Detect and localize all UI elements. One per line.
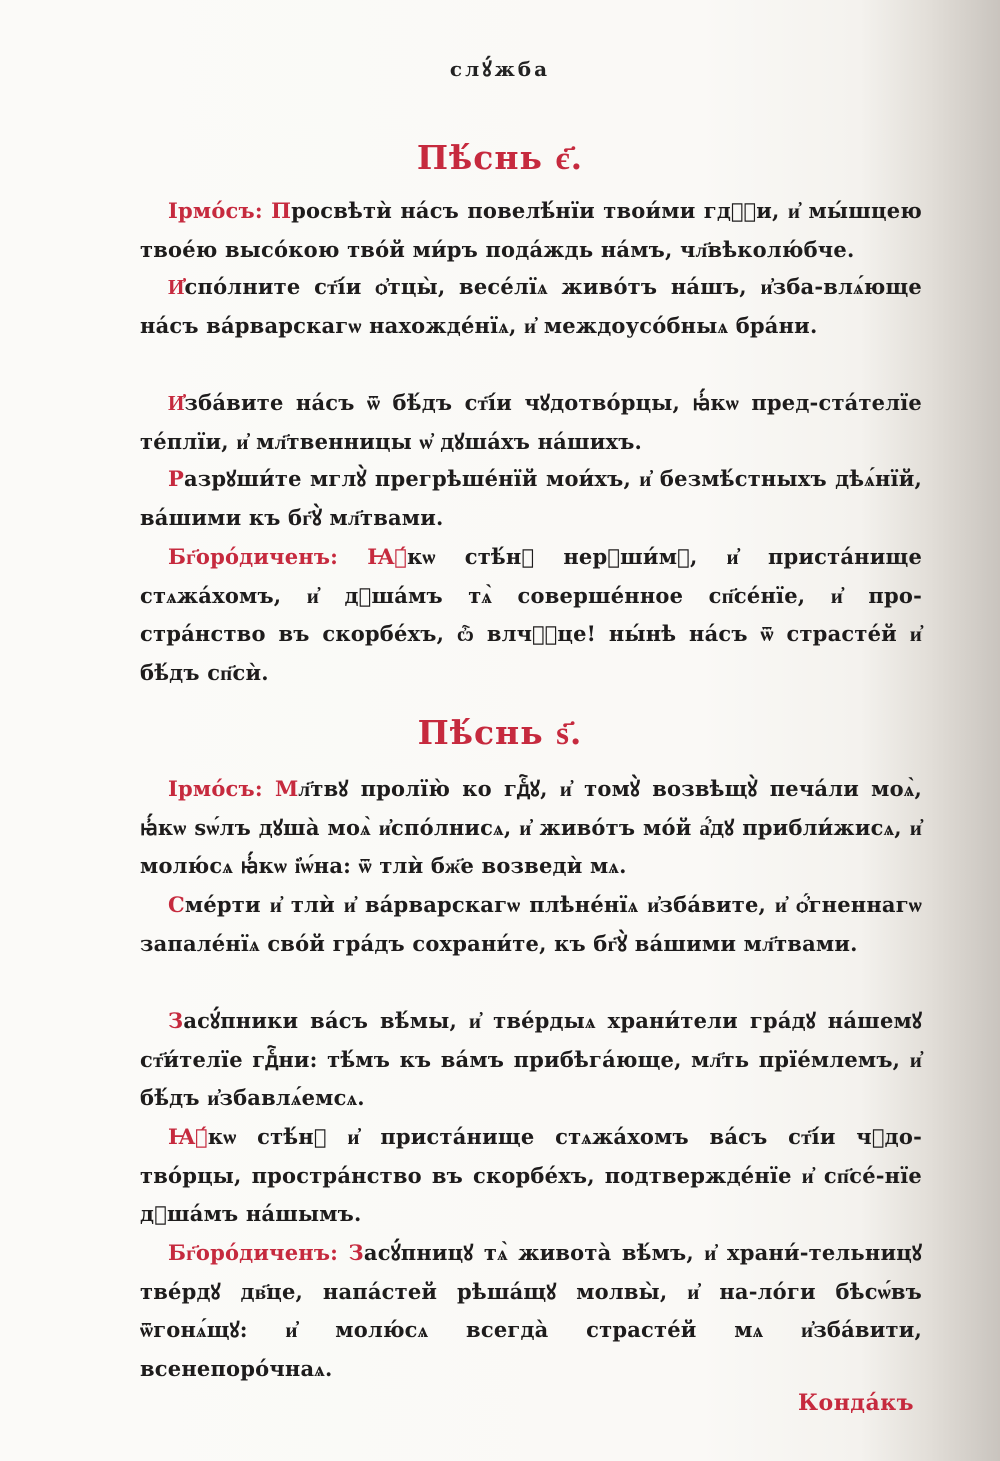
label: Бг҃оро́диченъ: xyxy=(168,1240,349,1265)
text: л҃твꙋ пролїю̀ ко гдⷭ҇ꙋ, и҆ томꙋ̀ возвѣщꙋ̀ печа́ли моѧ̀, ꙗ҆́кѡ ѕѡ́лъ дꙋша̀ моѧ̀ и҆спо́лнисѧ, и҆ живо́тъ мо́й а҆́дꙋ прибли́жисѧ, и҆ молю́сѧ ꙗ҆́кѡ і҆ѡ́на: ѿ тлѝ бж҃е возведѝ мѧ. xyxy=(140,776,922,878)
label: Бг҃оро́диченъ: xyxy=(168,544,368,569)
text: азрꙋши́те мглꙋ̀ прегрѣше́нїй мои́хъ, и҆ безмѣ́стныхъ дѣѧ́нїй, ва́шими къ бг҃ꙋ̀ мл҃твами. xyxy=(140,466,922,530)
label: Ірмо́съ: xyxy=(168,198,272,223)
initial: П xyxy=(271,198,292,223)
initial: З xyxy=(348,1240,364,1265)
song-6-heading: Пѣ́снь ѕ҃. xyxy=(417,713,583,752)
text: асꙋ́пницꙋ тѧ̀ живота̀ вѣ́мъ, и҆ храни́-тельницꙋ тве́рдꙋ дв҃це, напа́стей рѣша́щꙋ молвы̀, и҆ на-ло́ги бѣсѡ́въ ѿгонѧ́щꙋ: и҆ молю́сѧ всегда̀ страсте́й мѧ и҆зба́вити, всенепоро́чнаѧ. xyxy=(140,1240,922,1381)
text: росвѣтѝ на́съ повелѣ́нїи твои́ми гдⷭ҇и, и҆ мы́шцею твое́ю высо́кою тво́й ми́ръ пода́ждь на́мъ, чл҃вѣколю́бче. xyxy=(140,198,922,262)
initial: Р xyxy=(168,466,184,491)
text: кѡ стѣ́нꙋ и҆ приста́нище стѧжа́хомъ ва́съ ст҃і́и чꙋдо-тво́рцы, простра́нство въ скорбе́хъ, подтвержде́нїе и҆ сп҃се́-нїе дꙋша́мъ на́шымъ. xyxy=(140,1124,922,1226)
song-6-troparion-3 xyxy=(140,1118,922,1234)
song-5-irmos xyxy=(140,192,922,269)
initial: С xyxy=(168,892,185,917)
running-header: слꙋ́жба xyxy=(449,57,551,81)
song-5-troparion-2 xyxy=(140,384,922,461)
initial: И҆ xyxy=(168,274,185,299)
song-5-troparion-3 xyxy=(140,460,922,537)
initial: М xyxy=(274,776,299,801)
next-section-label: Конда́къ xyxy=(798,1390,914,1416)
song-6-theotokion xyxy=(140,1234,922,1388)
song-5-troparion-1 xyxy=(140,268,922,345)
initial: З xyxy=(168,1008,184,1033)
song-5-heading: Пѣ́снь є҃. xyxy=(416,138,584,177)
song-6-troparion-2 xyxy=(140,1002,922,1118)
label: Ірмо́съ: xyxy=(168,776,275,801)
initial: Ꙗ҆́ xyxy=(367,544,408,569)
text: асꙋ́пники ва́съ вѣ́мы, и҆ тве́рдыѧ храни́тели гра́дꙋ на́шемꙋ ст҃и́телїе гдⷭ҇ни: тѣ́мъ къ ва́мъ прибѣга́юще, мл҃ть прїе́млемъ, и҆ бѣ́дъ и҆збавлѧ́емсѧ. xyxy=(140,1008,922,1110)
song-5-theotokion xyxy=(140,538,922,692)
initial: И҆ xyxy=(168,390,185,415)
text: кѡ стѣ́нꙋ нерꙋши́мꙋ, и҆ приста́нище стѧжа́хомъ, и҆ дꙋша́мъ тѧ̀ соверше́нное сп҃се́нїе, и҆ про-стра́нство въ скорбе́хъ, ѽ влчⷭ҇це! ны́нѣ на́съ ѿ страсте́й и҆ бѣ́дъ сп҃сѝ. xyxy=(140,544,923,685)
text: ме́рти и҆ тлѝ и҆ ва́рварскагѡ плѣне́нїѧ и҆зба́вите, и҆ ѻ҆́гненнагѡ запале́нїѧ сво́й гра́дъ сохрани́те, къ бг҃ꙋ̀ ва́шими мл҃твами. xyxy=(140,892,922,956)
song-6-irmos xyxy=(140,770,922,886)
text: зба́вите на́съ ѿ бѣ́дъ ст҃і́и чꙋдотво́рцы, ꙗ҆́кѡ пред-ста́телїе те́плїи, и҆ мл҃твенницы ѡ҆ дꙋша́хъ на́шихъ. xyxy=(140,390,922,454)
text: спо́лните ст҃і́и ѻ҆тцы̀, весе́лїѧ живо́тъ на́шъ, и҆зба-влѧ́юще на́съ ва́рварскагѡ нахожде́нїѧ, и҆ междоусо́бныѧ бра́ни. xyxy=(140,274,922,338)
initial: Ꙗ҆́ xyxy=(168,1124,208,1149)
song-6-troparion-1 xyxy=(140,886,922,963)
